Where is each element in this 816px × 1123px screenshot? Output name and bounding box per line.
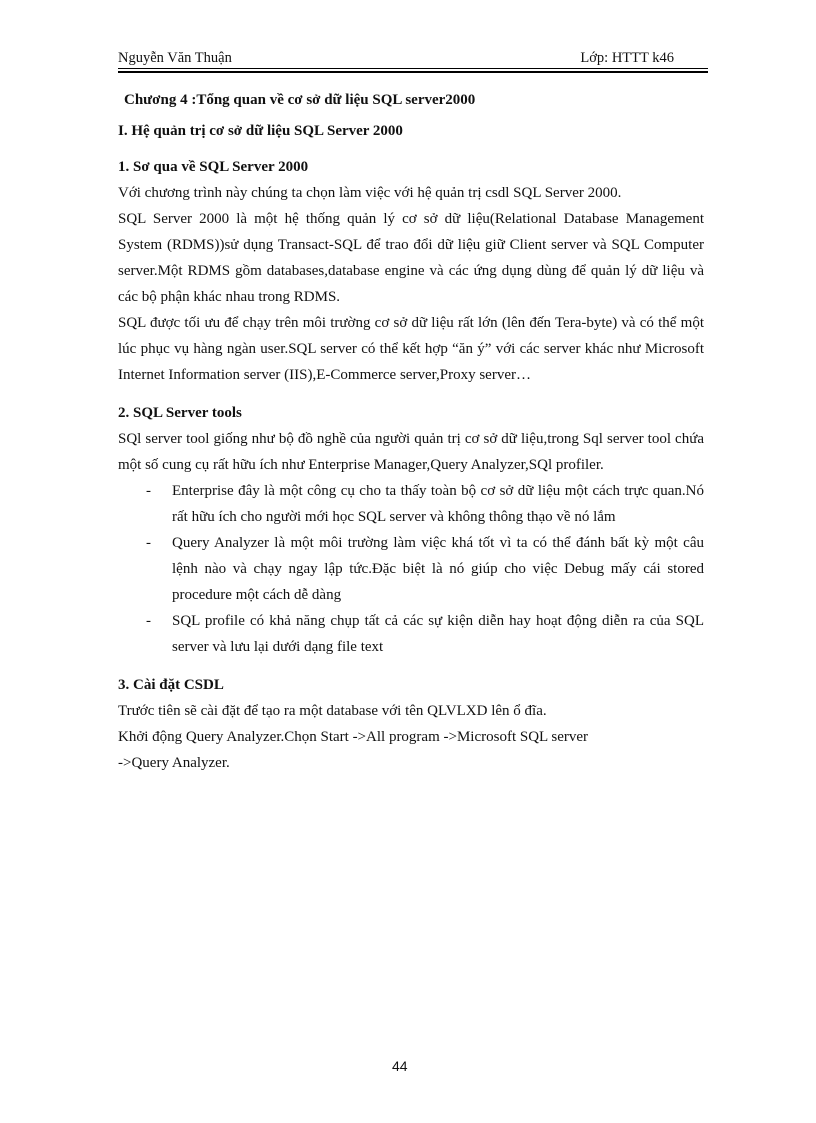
subsection-1-title: 1. Sơ qua về SQL Server 2000 — [118, 159, 309, 175]
subsection-2-title: 2. SQL Server tools — [118, 405, 242, 421]
page-number: 44 — [392, 1058, 408, 1074]
paragraph: Trước tiên sẽ cài đặt để tạo ra một database với tên QLVLXD lên ổ đĩa. — [118, 703, 547, 719]
paragraph: SQl server tool giống như bộ đồ nghề của người quản trị cơ sở dữ liệu,trong Sql server tool chứa một số cung cụ rất hữu ích như Enterprise Manager,Query Analyzer,SQl profiler. — [118, 431, 704, 473]
paragraph: Với chương trình này chúng ta chọn làm việc với hệ quản trị csdl SQL Server 2000. — [118, 185, 622, 201]
list-item — [146, 478, 704, 530]
tools-list — [118, 478, 704, 660]
page-body — [118, 92, 704, 776]
header-author: Nguyễn Văn Thuận — [118, 50, 232, 66]
header-class: Lớp: HTTT k46 — [580, 50, 674, 66]
list-item — [146, 530, 704, 608]
page-header — [118, 50, 708, 72]
header-rule-thick — [118, 71, 708, 73]
paragraph: SQL Server 2000 là một hệ thống quản lý cơ sở dữ liệu(Relational Database Management System (RDMS))sử dụng Transact-SQL để trao đổi dữ liệu giữ Client server và SQL Computer server.Một RDMS gồm databases,database engine và các ứng dụng dùng để quản lý dữ liệu và các bộ phận khác nhau trong RDMS. — [118, 211, 704, 305]
list-item-text: SQL profile có khả năng chụp tất cả các sự kiện diễn hay hoạt động diễn ra của SQL server và lưu lại dưới dạng file text — [172, 613, 704, 655]
paragraph: ->Query Analyzer. — [118, 755, 230, 771]
paragraph: SQL được tối ưu để chạy trên môi trường cơ sở dữ liệu rất lớn (lên đến Tera-byte) và có thể một lúc phục vụ hàng ngàn user.SQL server có thể kết hợp “ăn ý” với các server khác như Microsoft Internet Information server (IIS),E-Commerce server,Proxy server… — [118, 315, 704, 383]
dash-bullet: - — [146, 535, 151, 551]
dash-bullet: - — [146, 483, 151, 499]
list-item-text: Query Analyzer là một môi trường làm việc khá tốt vì ta có thể đánh bất kỳ một câu lệnh nào và chạy ngay lập tức.Đặc biệt là nó giúp cho việc Debug mấy cái stored procedure một cách dễ dàng — [172, 535, 704, 603]
chapter-title: Chương 4 :Tổng quan về cơ sở dữ liệu SQL server2000 — [124, 92, 476, 108]
header-rule-thin — [118, 68, 708, 69]
list-item — [146, 608, 704, 660]
subsection-3-title: 3. Cài đặt CSDL — [118, 677, 224, 693]
section-title: I. Hệ quản trị cơ sở dữ liệu SQL Server 2000 — [118, 123, 403, 139]
dash-bullet: - — [146, 613, 151, 629]
list-item-text: Enterprise đây là một công cụ cho ta thấy toàn bộ cơ sở dữ liệu một cách trực quan.Nó rất hữu ích cho người mới học SQL server và không thông thạo về nó lắm — [172, 483, 704, 525]
paragraph: Khởi động Query Analyzer.Chọn Start ->All program ->Microsoft SQL server — [118, 729, 589, 745]
